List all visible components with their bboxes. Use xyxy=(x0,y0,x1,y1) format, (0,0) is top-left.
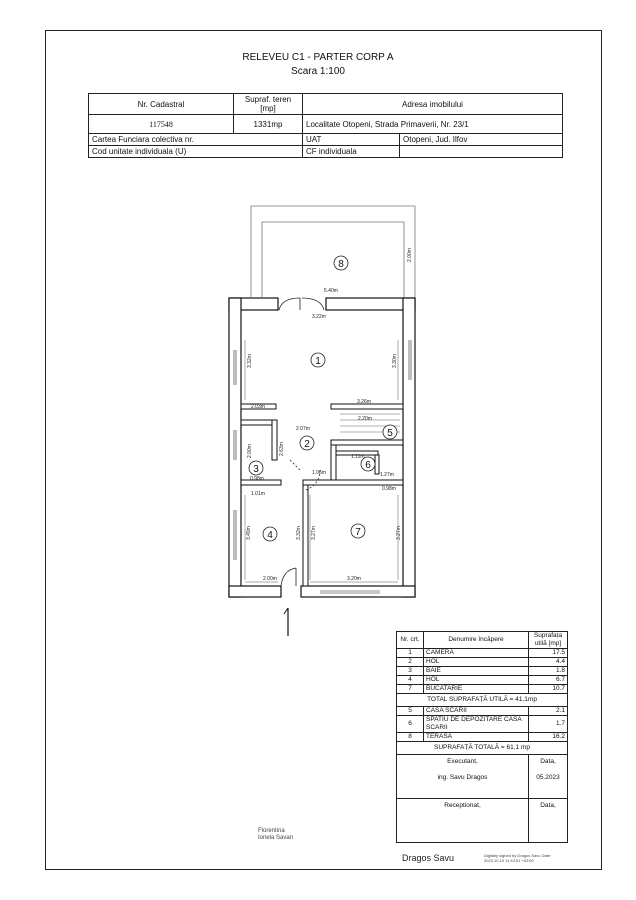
dim-2-07: 2.07m xyxy=(296,426,310,432)
room-number-2: 2 xyxy=(304,439,310,450)
room-number-8: 8 xyxy=(338,259,344,270)
exterior-walls xyxy=(229,298,415,597)
room-number-6: 6 xyxy=(365,460,371,471)
room-number-5: 5 xyxy=(387,428,393,439)
header-suprafata-label: Supraf. teren [mp] xyxy=(234,94,303,115)
dim-3-32b: 3.32m xyxy=(296,526,302,540)
legend-total: SUPRAFAȚĂ TOTALĂ = 61.1 mp xyxy=(397,742,568,755)
dim-0-98: 0.98m xyxy=(250,476,264,482)
dim-1-01: 1.01m xyxy=(251,491,265,497)
executant-name: ing. Savu Dragos xyxy=(437,774,488,781)
header-adresa-label: Adresa imobilului xyxy=(303,94,563,115)
data-label: Data, xyxy=(540,758,556,765)
cf-individuala-label: CF individuala xyxy=(303,146,400,158)
room-number-1: 1 xyxy=(315,356,321,367)
legend-row: 5 CASA SCARII 2.1 xyxy=(397,707,568,716)
cf-colectiva-label: Cartea Funciara colectiva nr. xyxy=(89,134,303,146)
executant-label: Executant, xyxy=(447,758,478,765)
interior-walls xyxy=(241,404,403,586)
dim-1-27: 1.27m xyxy=(380,472,394,478)
legend-row: 3 BAIE 1.8 xyxy=(397,667,568,676)
document-title: RELEVEU C1 - PARTER CORP A xyxy=(242,52,394,63)
cod-unitate-label: Cod unitate individuala (U) xyxy=(89,146,303,158)
dim-2-00-side: 2.00m xyxy=(247,444,253,458)
dim-3-32: 3.32m xyxy=(247,354,253,368)
dim-3-26: 3.26m xyxy=(357,399,371,405)
adresa-value: Localitate Otopeni, Strada Primaverii, Nr. 23/1 xyxy=(303,115,563,134)
legend-row: 2 HOL 4.4 xyxy=(397,658,568,667)
legend-row: 4 HOL 6.7 xyxy=(397,676,568,685)
dim-terasa-height: 2.00m xyxy=(407,248,413,262)
dim-3-27: 3.27m xyxy=(311,526,317,540)
right-signature-name: Dragos Savu xyxy=(402,853,455,863)
legend-head-name: Denumire încăpere xyxy=(424,632,529,649)
right-signature-note: Digitally signed by Dragos Savu Date: 2023.10.19 11:44:51 +03'00' xyxy=(484,853,552,863)
dim-1-06: 1.06m xyxy=(312,470,326,476)
dim-1-11: 1.11m xyxy=(351,454,365,460)
dim-2-00-bottom: 2.00m xyxy=(263,576,277,582)
room-number-7: 7 xyxy=(355,527,361,538)
legend-row: 6 SPATIU DE DEPOZITARE CASA SCARII 1.7 xyxy=(397,716,568,733)
suprafata-value: 1331mp xyxy=(234,115,303,134)
executant-cell xyxy=(397,755,529,799)
receptionat-label: Receptionat, xyxy=(397,799,529,843)
dim-2-20: 2.20m xyxy=(358,416,372,422)
data-label-2: Data, xyxy=(529,799,568,843)
dim-3-20: 3.20m xyxy=(347,576,361,582)
left-signature-name: Florentina Ionela Savan xyxy=(258,828,294,841)
legend-total-utila: TOTAL SUPRAFAȚĂ UTILĂ = 41.1mp xyxy=(397,694,568,707)
uat-label: UAT xyxy=(303,134,400,146)
uat-value: Otopeni, Jud. Ilfov xyxy=(400,134,563,146)
legend-row: 7 BUCATARIE 10.7 xyxy=(397,685,568,694)
legend-head-area: Suprafața utilă [mp] xyxy=(529,632,568,649)
dim-3-27b: 3.27m xyxy=(396,526,402,540)
legend-row: 8 TERASA 16.2 xyxy=(397,733,568,742)
dim-0-98b: 0.98m xyxy=(382,486,396,492)
terrace-outline xyxy=(251,206,415,297)
data-cell xyxy=(529,755,568,799)
dim-3-22: 3.22m xyxy=(312,314,326,320)
header-cadastral-label: Nr. Cadastral xyxy=(89,94,234,115)
dim-2-63: 2.63m xyxy=(279,442,285,456)
legend-row: 1 CAMERA 17.5 xyxy=(397,649,568,658)
dim-3-49: 3.49m xyxy=(246,526,252,540)
dim-3-30: 3.30m xyxy=(392,354,398,368)
dim-terasa-width: 5.40m xyxy=(324,288,338,294)
document-scale: Scara 1:100 xyxy=(291,66,345,77)
cadastral-value: 117548 xyxy=(89,115,234,134)
room-number-4: 4 xyxy=(267,530,273,541)
entrance-mark xyxy=(284,608,288,636)
legend-head-nr: Nr. crt. xyxy=(397,632,424,649)
dim-2-03: 2.03m xyxy=(251,404,265,410)
room-legend-table xyxy=(396,631,568,843)
data-value: 05.2023 xyxy=(536,774,560,781)
room-number-3: 3 xyxy=(253,464,259,475)
